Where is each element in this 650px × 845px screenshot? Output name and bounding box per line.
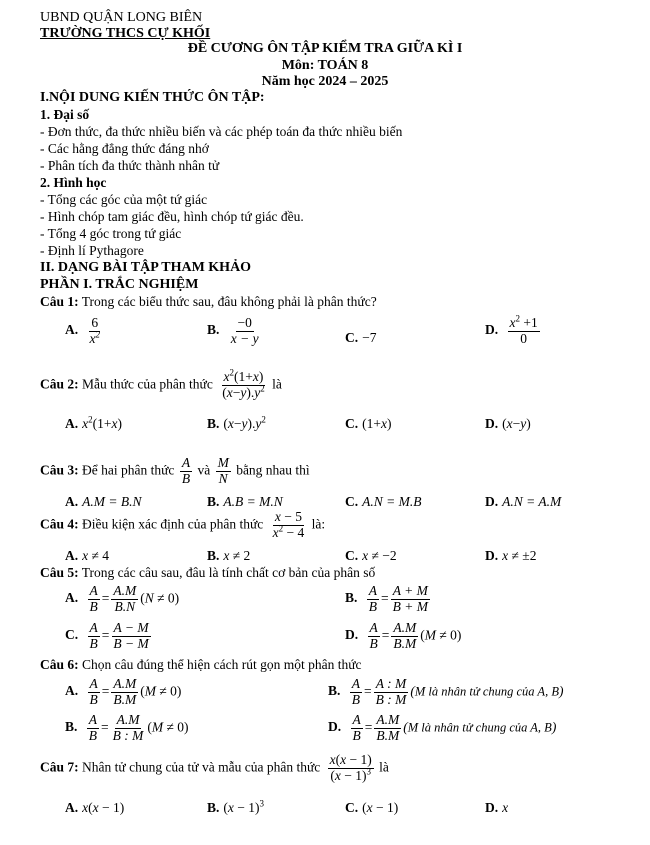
- option-a[interactable]: A. A.M = B.N: [65, 494, 142, 509]
- option-b[interactable]: B. $\frac{A}{B}$ = $\frac{A : M}{B : M}$ (M là nhân tử chung của A, B): [328, 676, 564, 707]
- question-label: Câu 5:: [40, 565, 79, 580]
- option-c[interactable]: C. x ≠ −2: [345, 548, 397, 563]
- geometry-item: - Hình chóp tam giác đều, hình chóp tứ giác đều.: [40, 209, 304, 224]
- question-text: Mẫu thức của phân thức: [82, 376, 213, 392]
- option-b[interactable]: B. x ≠ 2: [207, 548, 251, 563]
- option-b[interactable]: B. $(x-y).y^2$: [207, 414, 266, 431]
- option-d[interactable]: D. x ≠ ±2: [485, 548, 537, 563]
- geometry-title: 2. Hình học: [40, 175, 107, 190]
- option-d[interactable]: D. x: [485, 800, 509, 815]
- question-4: Câu 4: Điều kiện xác định của phân thức $\frac{x - 5}{x^2 - 4}$ là:: [40, 509, 326, 540]
- question-6: [40, 657, 362, 673]
- option-b[interactable]: B. $(x - 1)^3$: [207, 798, 264, 815]
- option-c[interactable]: C. $\frac{A}{B}$ = $\frac{A - M}{B - M}$: [65, 620, 149, 651]
- section2-title: II. DẠNG BÀI TẬP THAM KHẢO: [40, 260, 252, 275]
- question-1: [40, 294, 377, 310]
- option-b[interactable]: B. $\frac{A}{B}$ = $\frac{A + M}{B + M}$: [345, 583, 428, 614]
- option-a[interactable]: A. $\frac{A}{B}$ = $\frac{A.M}{B.M}$ (M ≠ 0): [65, 676, 182, 707]
- option-c[interactable]: C. (1+x): [345, 416, 392, 431]
- question-suffix: bằng nhau thì: [236, 462, 310, 478]
- option-c[interactable]: C. (x − 1): [345, 800, 399, 815]
- algebra-item: - Phân tích đa thức thành nhân tử: [40, 158, 220, 173]
- question-text: Điều kiện xác định của phân thức: [82, 516, 264, 532]
- question-7: Câu 7: Nhân tử chung của tử và mẫu của phân thức $\frac{x(x - 1)}{(x - 1)^3}$ là: [40, 752, 389, 783]
- question-label: Câu 6:: [40, 657, 79, 672]
- question-label: Câu 1:: [40, 294, 79, 309]
- option-d[interactable]: D. (x−y): [485, 416, 531, 431]
- option-c[interactable]: C. A.N = M.B: [345, 494, 422, 509]
- geometry-item: - Tổng các góc của một tứ giác: [40, 192, 208, 207]
- option-d[interactable]: D. $\frac{x^2 +1}{0}$: [485, 313, 538, 346]
- part1-title: PHẦN I. TRẮC NGHIỆM: [40, 277, 199, 292]
- geometry-item: - Tổng 4 góc trong tứ giác: [40, 226, 182, 241]
- question-label: Câu 7:: [40, 759, 79, 775]
- option-b[interactable]: B. $\frac{-0}{x - y}$: [207, 315, 259, 346]
- question-suffix: là:: [311, 516, 326, 532]
- algebra-item: - Đơn thức, đa thức nhiều biến và các phép toán đa thức nhiều biến: [40, 124, 403, 139]
- option-d[interactable]: D. $\frac{A}{B}$ = $\frac{A.M}{B.M}$ (M ≠ 0): [345, 620, 462, 651]
- question-label: Câu 3:: [40, 462, 79, 478]
- section1-title: I.NỘI DUNG KIẾN THỨC ÔN TẬP:: [40, 90, 265, 105]
- question-text: Để hai phân thức: [82, 462, 175, 478]
- option-a[interactable]: A. x ≠ 4: [65, 548, 110, 563]
- question-text: Chọn câu đúng thể hiện cách rút gọn một phân thức: [82, 657, 362, 672]
- option-b[interactable]: B. A.B = M.N: [207, 494, 283, 509]
- factor-note: M là nhân tử chung của A, B: [407, 720, 552, 735]
- option-a[interactable]: A. $\frac{A}{B}$ = $\frac{A.M}{B.N}$ (N ≠ 0): [65, 583, 180, 614]
- option-c[interactable]: C. −7: [345, 330, 377, 345]
- question-text: Nhân tử chung của tử và mẫu của phân thức: [82, 759, 321, 775]
- question-2: Câu 2: Mẫu thức của phân thức $\frac{x^2(1+x)}{(x-y).y^2}$ là: [40, 367, 282, 400]
- option-b2[interactable]: B. $\frac{A}{B}$ = $\frac{A.M}{B : M}$ (M ≠ 0): [65, 712, 189, 743]
- district-name: UBND QUẬN LONG BIÊN: [40, 10, 203, 25]
- option-d[interactable]: D. $\frac{A}{B}$ = $\frac{A.M}{B.M}$ (M là nhân tử chung của A, B): [328, 712, 557, 743]
- question-5: [40, 565, 375, 581]
- school-name: TRƯỜNG THCS CỰ KHỐI: [40, 26, 211, 41]
- question-text: Trong các biểu thức sau, đâu không phải là phân thức?: [81, 294, 377, 309]
- algebra-item: - Các hằng đẳng thức đáng nhớ: [40, 141, 209, 156]
- question-3: Câu 3: Để hai phân thức $\frac{A}{B}$ và $\frac{M}{N}$ bằng nhau thì: [40, 455, 310, 486]
- question-suffix: là: [379, 759, 389, 775]
- school-year: Năm học 2024 – 2025: [261, 74, 389, 89]
- document-title: ĐỀ CƯƠNG ÔN TẬP KIỂM TRA GIỮA KÌ I: [187, 41, 463, 56]
- factor-note: M là nhân tử chung của A, B: [414, 684, 559, 699]
- question-label: Câu 2:: [40, 376, 79, 392]
- question-text: Trong các câu sau, đâu là tính chất cơ bản của phân số: [81, 565, 376, 580]
- subject: Môn: TOÁN 8: [281, 58, 369, 73]
- option-a[interactable]: A. x(x − 1): [65, 800, 125, 815]
- option-a[interactable]: A. $x^2(1+x)$: [65, 414, 122, 431]
- option-d[interactable]: D. A.N = A.M: [485, 494, 562, 509]
- option-a[interactable]: A. $\frac{6}{x^2}$: [65, 315, 100, 346]
- question-suffix: là: [272, 376, 282, 392]
- algebra-title: 1. Đại số: [40, 107, 90, 122]
- geometry-item: - Định lí Pythagore: [40, 243, 144, 258]
- question-label: Câu 4:: [40, 516, 79, 532]
- question-mid: và: [197, 462, 211, 478]
